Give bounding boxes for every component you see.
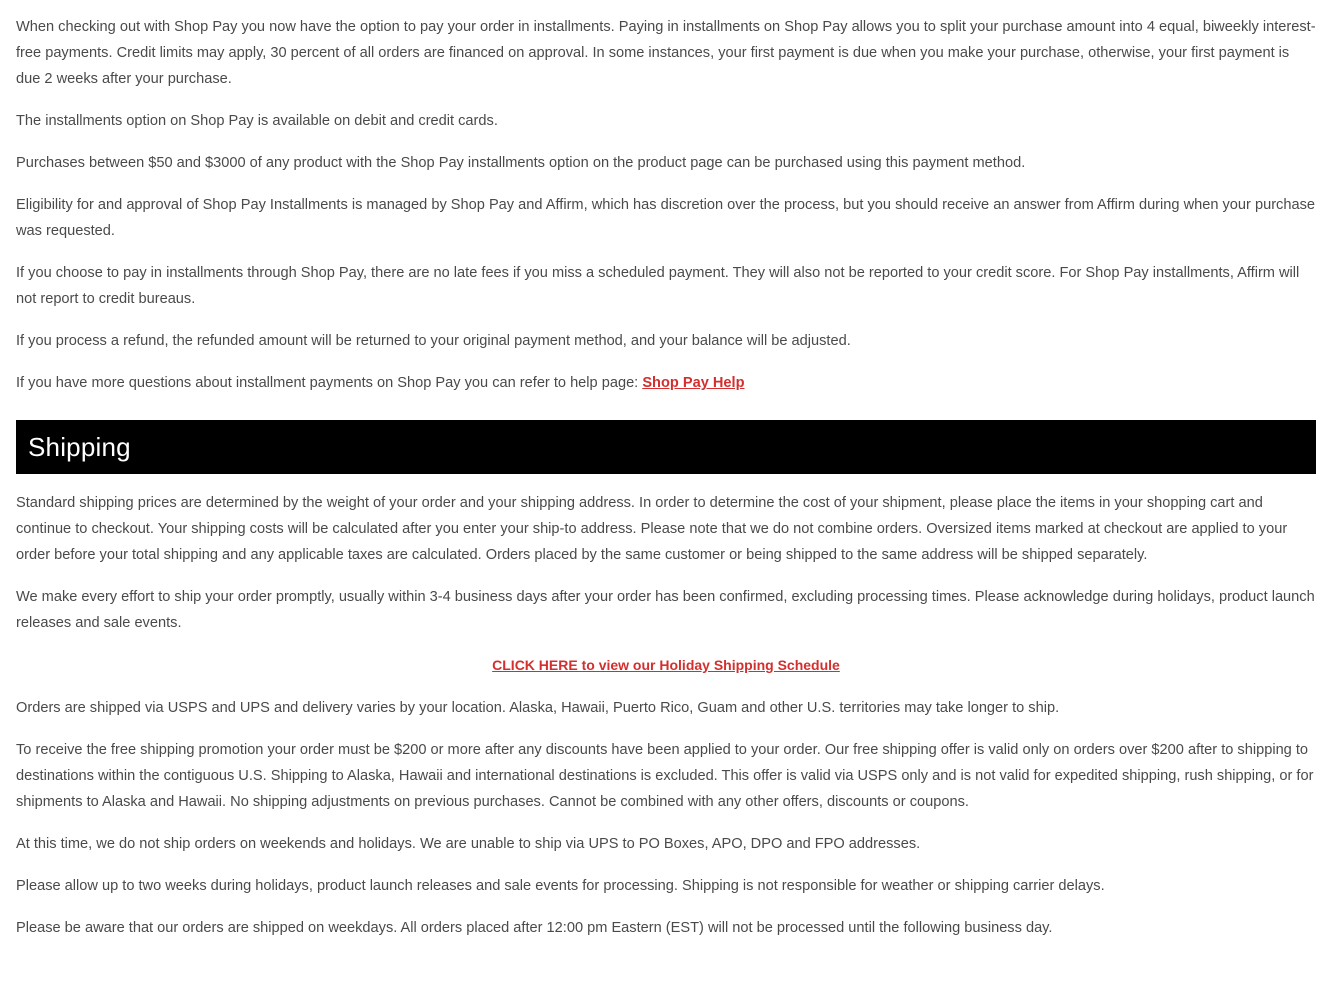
- shop-pay-help-link[interactable]: Shop Pay Help: [642, 375, 745, 391]
- payments-paragraph-6: If you process a refund, the refunded amount will be returned to your original payment method, and your balance will be adjusted.: [16, 333, 851, 349]
- shipping-section-header: [16, 420, 1316, 474]
- payments-paragraph-1: When checking out with Shop Pay you now have the option to pay your order in installments. Paying in installments on Shop Pay allows you to split your purchase amount into 4 equal, biweekly interest-free payments. Credit limits may apply, 30 percent of all orders are financed on approval. In some instances, your first payment is due when you make your purchase, otherwise, your first payment is due 2 weeks after your purchase.: [16, 19, 1316, 87]
- payments-paragraph-2: The installments option on Shop Pay is available on debit and credit cards.: [16, 113, 498, 129]
- shipping-paragraph-6: Please allow up to two weeks during holidays, product launch releases and sale events for processing. Shipping is not responsible for weather or shipping carrier delays.: [16, 878, 1105, 894]
- shipping-paragraph-1: Standard shipping prices are determined by the weight of your order and your shipping address. In order to determine the cost of your shipment, please place the items in your shopping cart and continue to checkout. Your shipping costs will be calculated after you enter your ship-to address. Please note that we do not combine orders. Oversized items marked at checkout are applied to your order before your total shipping and any applicable taxes are calculated. Orders placed by the same customer or being shipped to the same address will be shipped separately.: [16, 495, 1288, 563]
- payments-help-text: If you have more questions about installment payments on Shop Pay you can refer to help page:: [16, 375, 639, 391]
- payments-paragraph-5: If you choose to pay in installments through Shop Pay, there are no late fees if you miss a scheduled payment. They will also not be reported to your credit score. For Shop Pay installments, Affirm will not report to credit bureaus.: [16, 265, 1300, 307]
- payments-help-paragraph: [16, 370, 1316, 396]
- payments-paragraph-3: Purchases between $50 and $3000 of any product with the Shop Pay installments option on the product page can be purchased using this payment method.: [16, 155, 1026, 171]
- shipping-paragraph-7: Please be aware that our orders are shipped on weekdays. All orders placed after 12:00 pm Eastern (EST) will not be processed until the following business day.: [16, 920, 1053, 936]
- payments-paragraph-4: Eligibility for and approval of Shop Pay Installments is managed by Shop Pay and Affirm, which has discretion over the process, but you should receive an answer from Affirm during when your purchase was requested.: [16, 197, 1315, 239]
- holiday-shipping-schedule-link[interactable]: CLICK HERE to view our Holiday Shipping Schedule: [492, 657, 840, 673]
- shipping-paragraph-5: At this time, we do not ship orders on weekends and holidays. We are unable to ship via UPS to PO Boxes, APO, DPO and FPO addresses.: [16, 836, 921, 852]
- shipping-paragraph-3: Orders are shipped via USPS and UPS and delivery varies by your location. Alaska, Hawaii, Puerto Rico, Guam and other U.S. territories may take longer to ship.: [16, 700, 1060, 716]
- shipping-section-title: Shipping: [28, 431, 131, 462]
- shipping-paragraph-2: We make every effort to ship your order promptly, usually within 3-4 business days after your order has been confirmed, excluding processing times. Please acknowledge during holidays, product launch releases and sale events.: [16, 589, 1315, 631]
- holiday-schedule-link-row: [16, 652, 1316, 679]
- shipping-paragraph-4: To receive the free shipping promotion your order must be $200 or more after any discounts have been applied to your order. Our free shipping offer is valid only on orders over $200 after to shipping to destinations within the contiguous U.S. Shipping to Alaska, Hawaii and international destinations is excluded. This offer is valid via USPS only and is not valid for expedited shipping, rush shipping, or for shipments to Alaska and Hawaii. No shipping adjustments on previous purchases. Cannot be combined with any other offers, discounts or coupons.: [16, 742, 1314, 810]
